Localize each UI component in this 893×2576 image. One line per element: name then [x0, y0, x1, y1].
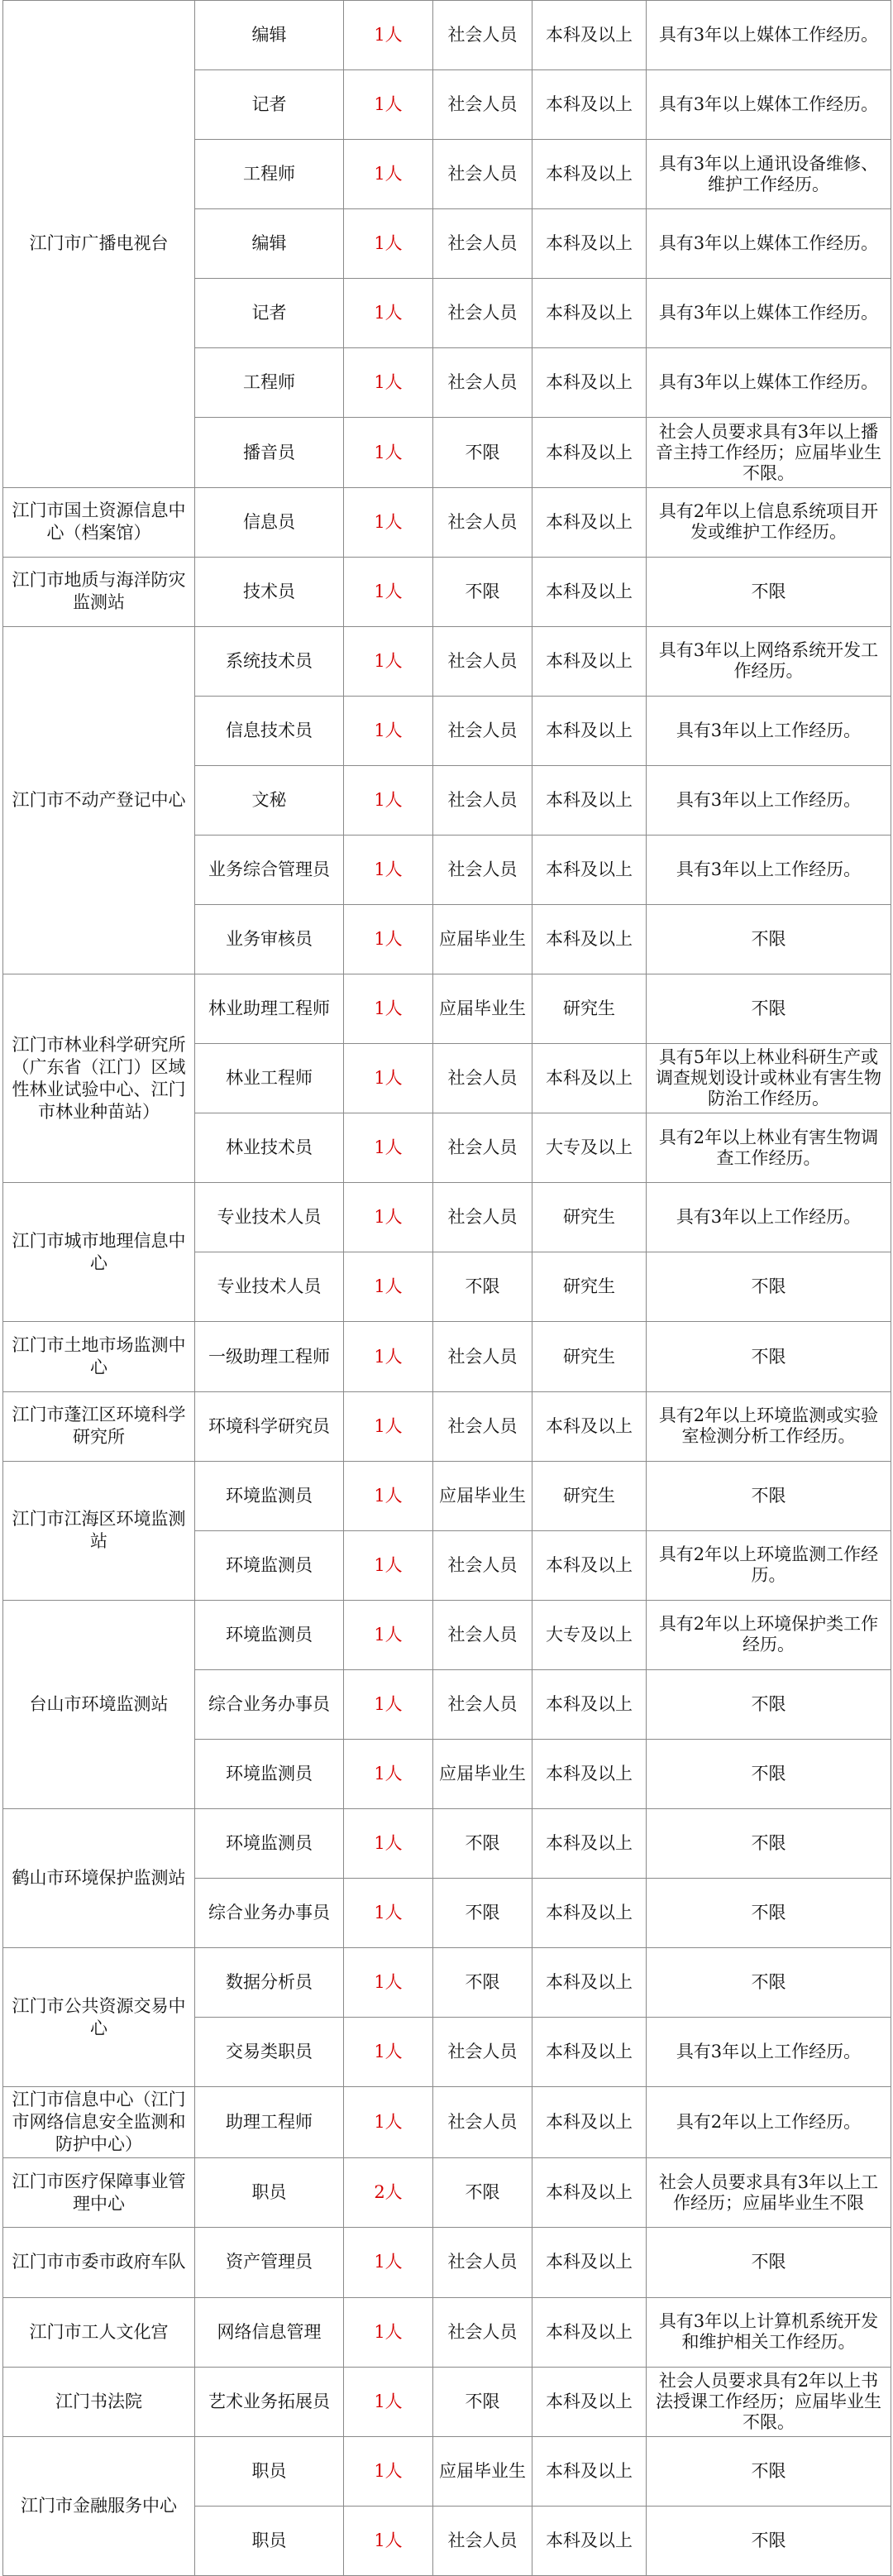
cell-education: 本科及以上 [532, 209, 647, 279]
cell-target-group: 社会人员 [433, 1113, 532, 1183]
cell-headcount: 1人 [344, 1183, 433, 1252]
cell-position: 环境监测员 [195, 1530, 344, 1600]
cell-education: 本科及以上 [532, 2436, 647, 2506]
cell-education: 本科及以上 [532, 2367, 647, 2436]
cell-position: 助理工程师 [195, 2087, 344, 2158]
cell-education: 本科及以上 [532, 2228, 647, 2297]
cell-unit: 江门市医疗保障事业管理中心 [3, 2158, 195, 2228]
cell-target-group: 不限 [433, 418, 532, 487]
cell-requirement: 不限 [647, 905, 891, 974]
cell-education: 本科及以上 [532, 1948, 647, 2018]
cell-headcount: 1人 [344, 279, 433, 348]
cell-education: 本科及以上 [532, 348, 647, 418]
cell-education: 研究生 [532, 1183, 647, 1252]
cell-education: 本科及以上 [532, 696, 647, 765]
cell-requirement: 具有3年以上计算机系统开发和维护相关工作经历。 [647, 2297, 891, 2367]
cell-target-group: 社会人员 [433, 626, 532, 696]
table-row [3, 974, 891, 1044]
cell-unit: 江门市林业科学研究所（广东省（江门）区域性林业试验中心、江门市林业种苗站） [3, 974, 195, 1183]
cell-position: 专业技术人员 [195, 1252, 344, 1322]
table-row [3, 1461, 891, 1530]
cell-headcount: 1人 [344, 696, 433, 765]
cell-education: 大专及以上 [532, 1113, 647, 1183]
cell-requirement: 不限 [647, 1948, 891, 2018]
cell-education: 本科及以上 [532, 905, 647, 974]
cell-headcount: 1人 [344, 1948, 433, 2018]
cell-headcount: 1人 [344, 1600, 433, 1669]
cell-education: 大专及以上 [532, 1600, 647, 1669]
cell-requirement: 具有3年以上媒体工作经历。 [647, 209, 891, 279]
cell-target-group: 社会人员 [433, 140, 532, 209]
cell-unit: 江门市广播电视台 [3, 1, 195, 488]
cell-unit: 江门书法院 [3, 2367, 195, 2436]
cell-education: 本科及以上 [532, 2506, 647, 2575]
cell-position: 环境科学研究员 [195, 1391, 344, 1461]
cell-unit: 江门市城市地理信息中心 [3, 1183, 195, 1322]
cell-unit: 江门市公共资源交易中心 [3, 1948, 195, 2087]
cell-education: 本科及以上 [532, 557, 647, 626]
cell-requirement: 不限 [647, 1879, 891, 1948]
cell-requirement: 具有3年以上通讯设备维修、维护工作经历。 [647, 140, 891, 209]
cell-requirement: 不限 [647, 557, 891, 626]
cell-education: 本科及以上 [532, 70, 647, 140]
cell-education: 研究生 [532, 974, 647, 1044]
cell-requirement: 具有3年以上工作经历。 [647, 2018, 891, 2087]
cell-requirement: 社会人员要求具有2年以上书法授课工作经历；应届毕业生不限。 [647, 2367, 891, 2436]
cell-target-group: 社会人员 [433, 2297, 532, 2367]
cell-unit: 江门市江海区环境监测站 [3, 1461, 195, 1600]
cell-position: 林业技术员 [195, 1113, 344, 1183]
cell-position: 业务审核员 [195, 905, 344, 974]
cell-unit: 江门市国土资源信息中心（档案馆） [3, 487, 195, 557]
cell-requirement: 具有2年以上信息系统项目开发或维护工作经历。 [647, 487, 891, 557]
cell-headcount: 1人 [344, 140, 433, 209]
cell-position: 职员 [195, 2506, 344, 2575]
table-body [3, 1, 891, 2576]
cell-requirement: 具有3年以上媒体工作经历。 [647, 279, 891, 348]
cell-target-group: 不限 [433, 2367, 532, 2436]
cell-education: 本科及以上 [532, 1044, 647, 1113]
cell-target-group: 社会人员 [433, 1, 532, 70]
cell-requirement: 社会人员要求具有3年以上播音主持工作经历；应届毕业生不限。 [647, 418, 891, 487]
cell-unit: 江门市蓬江区环境科学研究所 [3, 1391, 195, 1461]
cell-headcount: 1人 [344, 70, 433, 140]
cell-target-group: 应届毕业生 [433, 974, 532, 1044]
cell-requirement: 具有3年以上媒体工作经历。 [647, 70, 891, 140]
cell-position: 林业工程师 [195, 1044, 344, 1113]
cell-headcount: 1人 [344, 1461, 433, 1530]
table-row [3, 557, 891, 626]
cell-headcount: 1人 [344, 1391, 433, 1461]
cell-requirement: 具有2年以上环境保护类工作经历。 [647, 1600, 891, 1669]
cell-headcount: 1人 [344, 905, 433, 974]
cell-target-group: 社会人员 [433, 487, 532, 557]
cell-unit: 江门市信息中心（江门市网络信息安全监测和防护中心） [3, 2087, 195, 2158]
cell-position: 环境监测员 [195, 1809, 344, 1879]
cell-education: 本科及以上 [532, 1809, 647, 1879]
cell-position: 一级助理工程师 [195, 1322, 344, 1391]
cell-education: 本科及以上 [532, 1669, 647, 1739]
cell-headcount: 1人 [344, 1, 433, 70]
cell-headcount: 2人 [344, 2158, 433, 2228]
cell-position: 编辑 [195, 209, 344, 279]
cell-requirement: 具有3年以上媒体工作经历。 [647, 348, 891, 418]
cell-requirement: 不限 [647, 1669, 891, 1739]
cell-target-group: 不限 [433, 1252, 532, 1322]
cell-headcount: 1人 [344, 1044, 433, 1113]
cell-headcount: 1人 [344, 557, 433, 626]
cell-position: 林业助理工程师 [195, 974, 344, 1044]
cell-headcount: 1人 [344, 626, 433, 696]
cell-target-group: 应届毕业生 [433, 1739, 532, 1808]
cell-target-group: 社会人员 [433, 696, 532, 765]
cell-target-group: 社会人员 [433, 1600, 532, 1669]
cell-headcount: 1人 [344, 1809, 433, 1879]
cell-requirement: 具有3年以上工作经历。 [647, 765, 891, 835]
cell-requirement: 具有3年以上工作经历。 [647, 835, 891, 904]
table-row [3, 2228, 891, 2297]
cell-requirement: 不限 [647, 1739, 891, 1808]
cell-position: 资产管理员 [195, 2228, 344, 2297]
cell-education: 本科及以上 [532, 1391, 647, 1461]
cell-position: 系统技术员 [195, 626, 344, 696]
cell-education: 本科及以上 [532, 1879, 647, 1948]
cell-position: 编辑 [195, 1, 344, 70]
cell-target-group: 社会人员 [433, 1044, 532, 1113]
cell-education: 本科及以上 [532, 487, 647, 557]
cell-requirement: 具有2年以上环境监测或实验室检测分析工作经历。 [647, 1391, 891, 1461]
cell-education: 本科及以上 [532, 2087, 647, 2158]
cell-requirement: 不限 [647, 1809, 891, 1879]
cell-requirement: 具有3年以上工作经历。 [647, 696, 891, 765]
cell-target-group: 社会人员 [433, 835, 532, 904]
table-row [3, 1391, 891, 1461]
cell-headcount: 1人 [344, 1530, 433, 1600]
cell-requirement: 不限 [647, 974, 891, 1044]
cell-target-group: 社会人员 [433, 2228, 532, 2297]
cell-target-group: 社会人员 [433, 1530, 532, 1600]
cell-requirement: 社会人员要求具有3年以上工作经历；应届毕业生不限 [647, 2158, 891, 2228]
cell-headcount: 1人 [344, 487, 433, 557]
cell-position: 业务综合管理员 [195, 835, 344, 904]
cell-position: 工程师 [195, 348, 344, 418]
table-row [3, 1600, 891, 1669]
cell-position: 综合业务办事员 [195, 1879, 344, 1948]
cell-headcount: 1人 [344, 2436, 433, 2506]
cell-target-group: 社会人员 [433, 2018, 532, 2087]
cell-target-group: 社会人员 [433, 348, 532, 418]
cell-position: 信息技术员 [195, 696, 344, 765]
cell-requirement: 具有2年以上工作经历。 [647, 2087, 891, 2158]
cell-target-group: 社会人员 [433, 209, 532, 279]
cell-requirement: 不限 [647, 1461, 891, 1530]
cell-requirement: 具有2年以上环境监测工作经历。 [647, 1530, 891, 1600]
cell-target-group: 不限 [433, 1809, 532, 1879]
cell-education: 本科及以上 [532, 835, 647, 904]
cell-education: 本科及以上 [532, 2158, 647, 2228]
cell-education: 本科及以上 [532, 1, 647, 70]
cell-position: 记者 [195, 70, 344, 140]
cell-education: 本科及以上 [532, 1530, 647, 1600]
table-row [3, 1948, 891, 2018]
cell-target-group: 社会人员 [433, 1391, 532, 1461]
cell-education: 研究生 [532, 1322, 647, 1391]
cell-education: 本科及以上 [532, 140, 647, 209]
cell-position: 综合业务办事员 [195, 1669, 344, 1739]
cell-headcount: 1人 [344, 835, 433, 904]
table-row [3, 2367, 891, 2436]
cell-target-group: 不限 [433, 1948, 532, 2018]
cell-education: 本科及以上 [532, 2018, 647, 2087]
cell-target-group: 社会人员 [433, 1669, 532, 1739]
table-row [3, 2436, 891, 2506]
cell-headcount: 1人 [344, 2297, 433, 2367]
recruitment-table [2, 0, 891, 2576]
cell-position: 交易类职员 [195, 2018, 344, 2087]
cell-headcount: 1人 [344, 348, 433, 418]
cell-requirement: 具有5年以上林业科研生产或调查规划设计或林业有害生物防治工作经历。 [647, 1044, 891, 1113]
cell-target-group: 不限 [433, 557, 532, 626]
cell-headcount: 1人 [344, 765, 433, 835]
cell-headcount: 1人 [344, 209, 433, 279]
cell-unit: 江门市土地市场监测中心 [3, 1322, 195, 1391]
table-row [3, 1322, 891, 1391]
cell-requirement: 具有3年以上工作经历。 [647, 1183, 891, 1252]
table-row [3, 487, 891, 557]
cell-requirement: 不限 [647, 2228, 891, 2297]
table-row [3, 1, 891, 70]
cell-requirement: 具有3年以上媒体工作经历。 [647, 1, 891, 70]
cell-requirement: 具有2年以上林业有害生物调查工作经历。 [647, 1113, 891, 1183]
cell-education: 本科及以上 [532, 765, 647, 835]
cell-headcount: 1人 [344, 2367, 433, 2436]
cell-unit: 江门市金融服务中心 [3, 2436, 195, 2575]
cell-target-group: 应届毕业生 [433, 2436, 532, 2506]
table-row [3, 1183, 891, 1252]
cell-headcount: 1人 [344, 1252, 433, 1322]
cell-headcount: 1人 [344, 1879, 433, 1948]
cell-position: 播音员 [195, 418, 344, 487]
cell-target-group: 不限 [433, 2158, 532, 2228]
cell-target-group: 不限 [433, 1879, 532, 1948]
cell-headcount: 1人 [344, 1669, 433, 1739]
table-row [3, 626, 891, 696]
cell-education: 本科及以上 [532, 279, 647, 348]
cell-position: 记者 [195, 279, 344, 348]
cell-education: 研究生 [532, 1461, 647, 1530]
table-row [3, 2158, 891, 2228]
cell-position: 信息员 [195, 487, 344, 557]
cell-education: 本科及以上 [532, 2297, 647, 2367]
cell-target-group: 应届毕业生 [433, 1461, 532, 1530]
cell-position: 文秘 [195, 765, 344, 835]
cell-position: 环境监测员 [195, 1600, 344, 1669]
cell-requirement: 不限 [647, 1322, 891, 1391]
cell-position: 专业技术人员 [195, 1183, 344, 1252]
cell-headcount: 1人 [344, 1322, 433, 1391]
cell-target-group: 社会人员 [433, 279, 532, 348]
cell-headcount: 1人 [344, 1739, 433, 1808]
cell-unit: 江门市不动产登记中心 [3, 626, 195, 974]
cell-requirement: 具有3年以上网络系统开发工作经历。 [647, 626, 891, 696]
cell-unit: 鹤山市环境保护监测站 [3, 1809, 195, 1948]
cell-unit: 江门市工人文化宫 [3, 2297, 195, 2367]
cell-position: 工程师 [195, 140, 344, 209]
cell-position: 职员 [195, 2436, 344, 2506]
cell-target-group: 社会人员 [433, 1322, 532, 1391]
cell-headcount: 1人 [344, 2018, 433, 2087]
cell-position: 环境监测员 [195, 1461, 344, 1530]
table-row [3, 1809, 891, 1879]
cell-unit: 台山市环境监测站 [3, 1600, 195, 1808]
cell-target-group: 社会人员 [433, 2506, 532, 2575]
cell-target-group: 社会人员 [433, 2087, 532, 2158]
cell-unit: 江门市市委市政府车队 [3, 2228, 195, 2297]
cell-headcount: 1人 [344, 1113, 433, 1183]
cell-requirement: 不限 [647, 2436, 891, 2506]
cell-headcount: 1人 [344, 2228, 433, 2297]
cell-education: 本科及以上 [532, 1739, 647, 1808]
table-row [3, 2297, 891, 2367]
table-row [3, 2087, 891, 2158]
cell-headcount: 1人 [344, 974, 433, 1044]
cell-target-group: 社会人员 [433, 1183, 532, 1252]
cell-requirement: 不限 [647, 2506, 891, 2575]
cell-headcount: 1人 [344, 2506, 433, 2575]
cell-position: 技术员 [195, 557, 344, 626]
cell-education: 本科及以上 [532, 418, 647, 487]
cell-position: 环境监测员 [195, 1739, 344, 1808]
cell-position: 艺术业务拓展员 [195, 2367, 344, 2436]
cell-education: 本科及以上 [532, 626, 647, 696]
cell-requirement: 不限 [647, 1252, 891, 1322]
cell-position: 数据分析员 [195, 1948, 344, 2018]
cell-headcount: 1人 [344, 2087, 433, 2158]
cell-target-group: 社会人员 [433, 70, 532, 140]
cell-position: 网络信息管理 [195, 2297, 344, 2367]
cell-education: 研究生 [532, 1252, 647, 1322]
cell-position: 职员 [195, 2158, 344, 2228]
cell-unit: 江门市地质与海洋防灾监测站 [3, 557, 195, 626]
cell-target-group: 社会人员 [433, 765, 532, 835]
cell-headcount: 1人 [344, 418, 433, 487]
cell-target-group: 应届毕业生 [433, 905, 532, 974]
